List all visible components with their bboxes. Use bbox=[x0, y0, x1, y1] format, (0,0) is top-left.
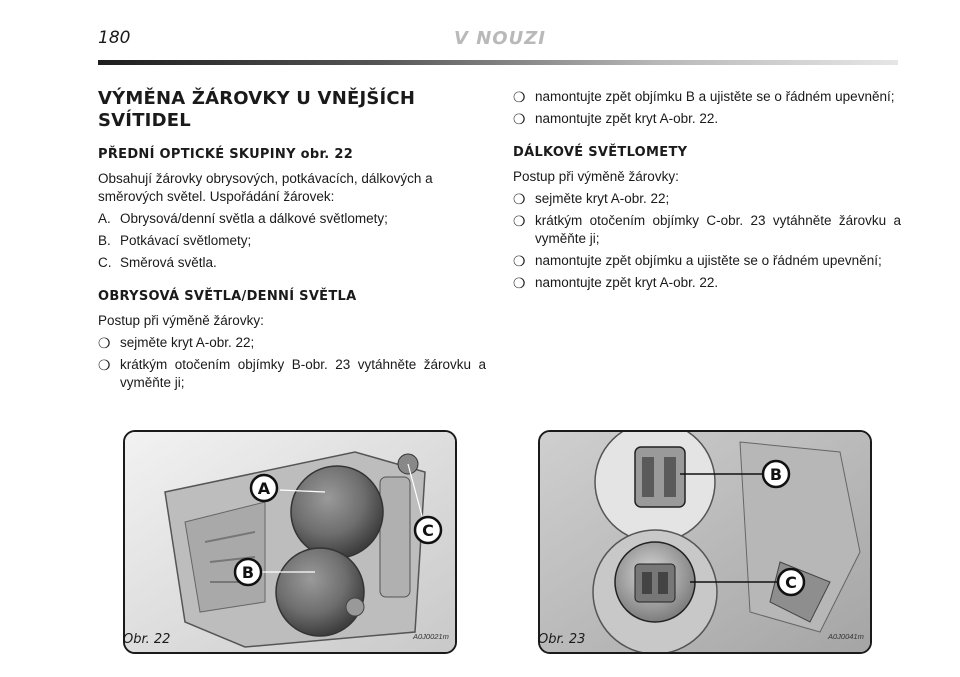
callout-c-label: C bbox=[422, 521, 434, 540]
bullet-circle-icon: ❍ bbox=[513, 89, 526, 105]
bullet-circle-icon: ❍ bbox=[98, 357, 111, 373]
bullet-text: namontujte zpět objímku a ujistěte se o řádném upevnění; bbox=[535, 253, 882, 268]
list-item-text: Obrysová/denní světla a dálkové světlomety; bbox=[120, 211, 388, 226]
bullet-text: krátkým otočením objímky B-obr. 23 vytáhněte žárovku a vyměňte ji; bbox=[120, 357, 486, 390]
socket-c-connector bbox=[635, 564, 675, 602]
bullet-circle-icon: ❍ bbox=[513, 111, 526, 127]
header-rule bbox=[98, 60, 898, 65]
bullet-circle-icon: ❍ bbox=[513, 253, 526, 269]
figure-22-code: A0J0021m bbox=[413, 632, 449, 641]
bullet-text: sejměte kryt A-obr. 22; bbox=[120, 335, 255, 350]
bullet-item bbox=[513, 110, 901, 128]
position-lights-heading: OBRYSOVÁ SVĚTLA/DENNÍ SVĚTLA bbox=[98, 289, 357, 304]
socket-b-clip-left bbox=[642, 457, 654, 497]
bullet-text: namontujte zpět objímku B a ujistěte se o řádném upevnění; bbox=[535, 89, 895, 104]
figure-23-bulb-sockets bbox=[538, 430, 872, 654]
bullet-item bbox=[513, 190, 901, 208]
cover-cap-a bbox=[291, 466, 383, 558]
bullet-text: namontujte zpět kryt A-obr. 22. bbox=[535, 111, 719, 126]
callout-b-label: B bbox=[769, 465, 783, 484]
position-lights-section bbox=[98, 288, 486, 392]
figure-23-caption: Obr. 23 bbox=[538, 632, 586, 647]
right-column bbox=[513, 88, 901, 308]
high-beam-heading: DÁLKOVÉ SVĚTLOMETY bbox=[513, 145, 688, 160]
list-item-text: Potkávací světlomety; bbox=[120, 233, 252, 248]
callout-a-label: A bbox=[257, 479, 271, 498]
list-item-label: B. bbox=[98, 233, 111, 248]
list-item bbox=[98, 232, 486, 250]
bullet-text: sejměte kryt A-obr. 22; bbox=[535, 191, 670, 206]
bullet-circle-icon: ❍ bbox=[513, 213, 526, 229]
position-lights-intro: Postup při výměně žárovky: bbox=[98, 313, 264, 328]
high-beam-intro: Postup při výměně žárovky: bbox=[513, 169, 679, 184]
bullet-text: krátkým otočením objímky C-obr. 23 vytáhněte žárovku a vyměňte ji; bbox=[535, 213, 901, 246]
socket-c-pin-right bbox=[658, 572, 668, 594]
callout-b-label: B bbox=[241, 563, 255, 582]
bullet-item bbox=[513, 274, 901, 292]
bullet-item bbox=[98, 334, 486, 352]
bulb-sockets-illustration bbox=[540, 432, 870, 652]
list-item bbox=[98, 210, 486, 228]
bullet-item bbox=[513, 252, 901, 270]
main-heading: VÝMĚNA ŽÁROVKY U VNĚJŠÍCH SVÍTIDEL bbox=[98, 88, 416, 131]
cover-cap-b bbox=[276, 548, 364, 636]
front-lights-heading: PŘEDNÍ OPTICKÉ SKUPINY obr. 22 bbox=[98, 147, 354, 162]
callout-c-label: C bbox=[785, 573, 797, 592]
list-item bbox=[98, 254, 486, 272]
front-lights-intro: Obsahují žárovky obrysových, potkávacích, dálkových a směrových světel. Uspořádání žárovek: bbox=[98, 171, 433, 204]
front-lights-section bbox=[98, 146, 486, 272]
adjuster-screw bbox=[346, 598, 364, 616]
side-bracket bbox=[380, 477, 410, 597]
list-item-label: A. bbox=[98, 211, 111, 226]
headlamp-rear-illustration bbox=[125, 432, 455, 652]
figure-22-caption: Obr. 22 bbox=[123, 632, 171, 647]
bullet-circle-icon: ❍ bbox=[98, 335, 111, 351]
bullet-item bbox=[513, 212, 901, 248]
left-column bbox=[98, 88, 486, 408]
bullet-circle-icon: ❍ bbox=[513, 275, 526, 291]
bullet-text: namontujte zpět kryt A-obr. 22. bbox=[535, 275, 719, 290]
page-header-title: V NOUZI bbox=[454, 28, 546, 49]
high-beam-section bbox=[513, 144, 901, 292]
socket-c-pin-left bbox=[642, 572, 652, 594]
bullet-circle-icon: ❍ bbox=[513, 191, 526, 207]
list-item-text: Směrová světla. bbox=[120, 255, 217, 270]
figure-23-code: A0J0041m bbox=[828, 632, 864, 641]
position-lights-continued bbox=[513, 88, 901, 128]
bullet-item bbox=[98, 356, 486, 392]
figure-22-headlamp-rear bbox=[123, 430, 457, 654]
bullet-item bbox=[513, 88, 901, 106]
page-number: 180 bbox=[98, 28, 131, 48]
list-item-label: C. bbox=[98, 255, 112, 270]
socket-b-clip-right bbox=[664, 457, 676, 497]
